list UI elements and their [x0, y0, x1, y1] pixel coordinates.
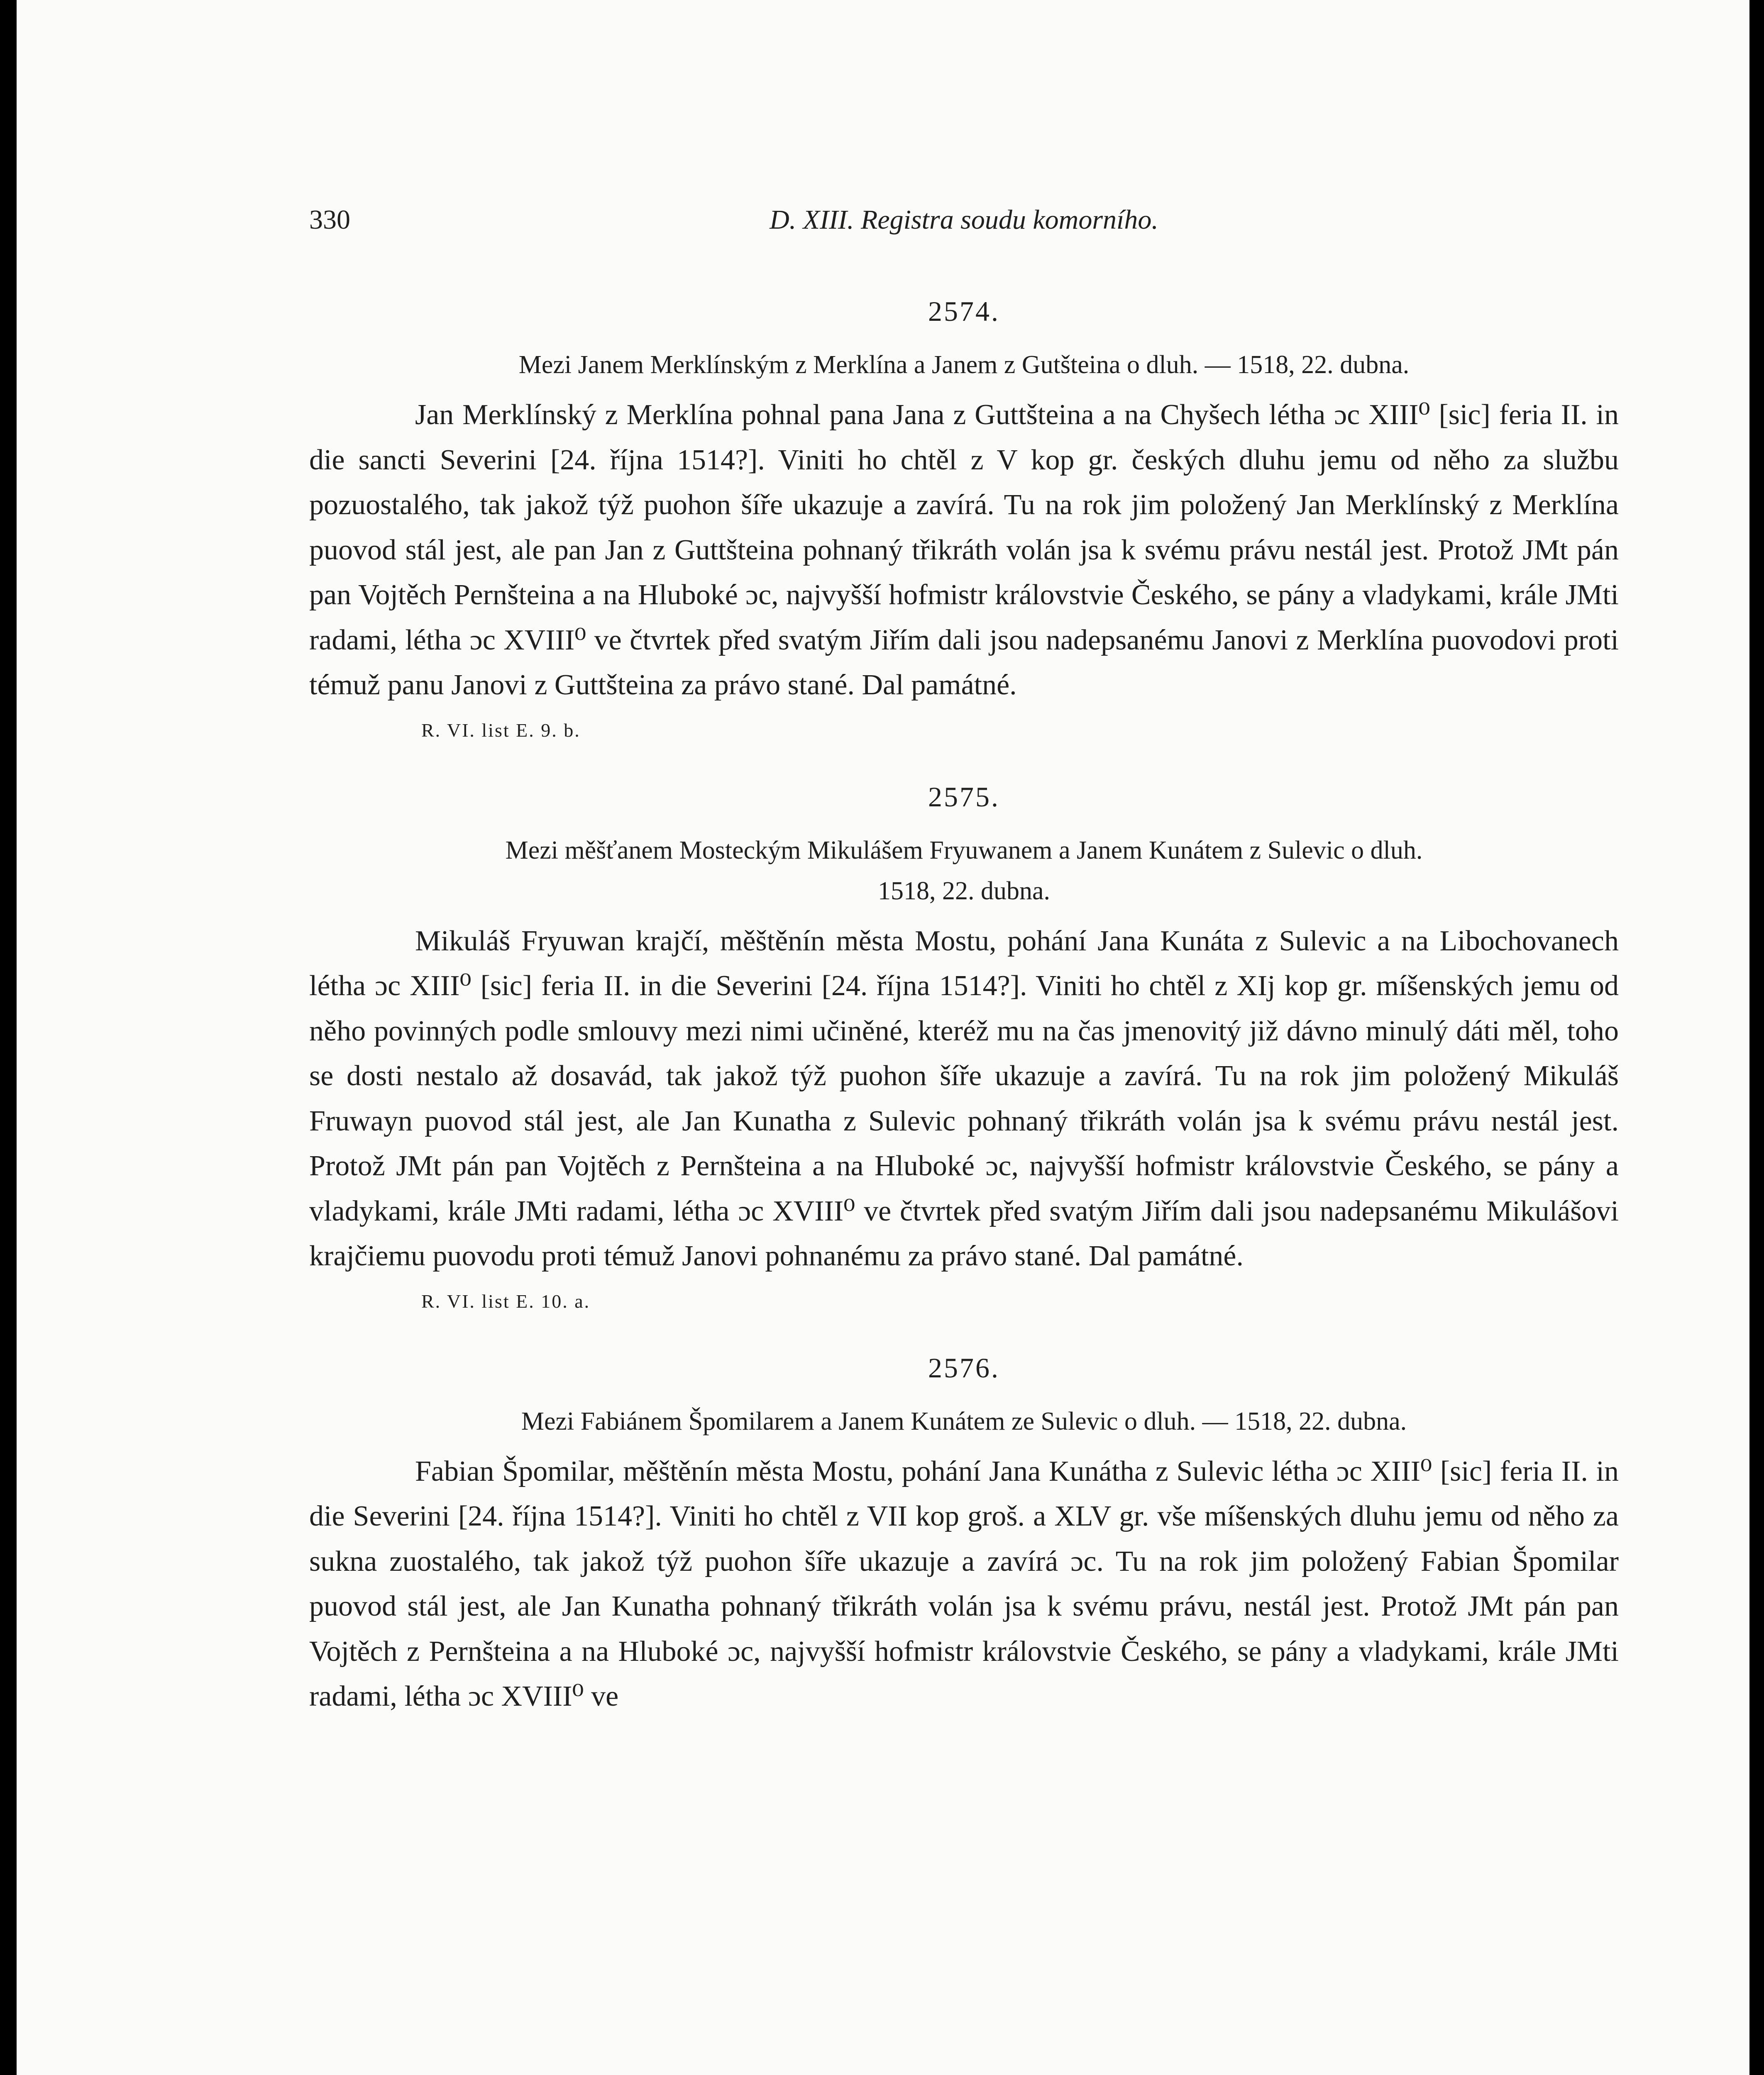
entry-body: Fabian Špomilar, měštěnín města Mostu, pohání Jana Kunátha z Sulevic létha ɔc XIII⁰ [sic] feria II. in die Severini [24. října 1514?]. Viniti ho chtěl z VII kop groš. a XLV gr. vše míšenských dluhu jemu od něho za sukna zuostalého, tak jakož týž puohon šíře ukazuje a zavírá ɔc. Tu na rok jim položený Fabian Špomilar puovod stál jest, ale Jan Kunatha pohnaný třikráth volán jsa k svému právu, nestál jest. Protož JMt pán pan Vojtěch z Pernšteina a na Hluboké ɔc, najvyšší hofmistr královstvie Českého, se pány a vladykami, krále JMti radami, létha ɔc XVIII⁰ ve	[309, 1455, 1619, 1712]
entry-number: 2574.	[928, 295, 1000, 327]
entry-summary-line: Mezi Janem Merklínským z Merklína a Janem z Gutšteina o dluh. — 1518, 22. dubna.	[518, 351, 1410, 379]
entry-source: R. VI. list E. 9. b.	[421, 719, 581, 741]
entry-source: R. VI. list E. 10. a.	[421, 1290, 591, 1312]
entry-summary-line: Mezi měšťanem Mosteckým Mikulášem Fryuwanem a Janem Kunátem z Sulevic o dluh.	[505, 836, 1423, 864]
entry-summary	[309, 1401, 1619, 1442]
page-number: 330	[309, 205, 350, 235]
entry-2574	[309, 290, 1619, 747]
running-title: D. XIII. Registra soudu komorního.	[770, 205, 1158, 235]
page-header	[309, 195, 1619, 245]
entry-summary-line: 1518, 22. dubna.	[877, 876, 1051, 905]
page-content	[309, 195, 1619, 1719]
entry-2575	[309, 776, 1619, 1318]
entry-number: 2576.	[928, 1352, 1000, 1384]
entry-body: Mikuláš Fryuwan krajčí, měštěnín města Mostu, pohání Jana Kunáta z Sulevic a na Libochovanech létha ɔc XIII⁰ [sic] feria II. in die Severini [24. října 1514?]. Viniti ho chtěl z XIj kop gr. míšenských jemu od něho povinných podle smlouvy mezi nimi učiněné, kteréž mu na čas jmenovitý již dávno minulý dáti měl, toho se dosti nestalo až dosavád, tak jakož týž puohon šíře ukazuje a zavírá. Tu na rok jim položený Mikuláš Fruwayn puovod stál jest, ale Jan Kunatha z Sulevic pohnaný třikráth volán jsa k svému právu nestál jest. Protož JMt pán pan Vojtěch z Pernšteina a na Hluboké ɔc, najvyšší hofmistr královstvie Českého, se pány a vladykami, krále JMti radami, létha ɔc XVIII⁰ ve čtvrtek před svatým Jiřím dali jsou nadepsanému Mikulášovi krajčiemu puovodu proti témuž Janovi pohnanému za právo stané. Dal památné.	[309, 925, 1619, 1272]
entry-2576	[309, 1347, 1619, 1719]
entry-summary	[309, 344, 1619, 385]
entry-summary-line: Mezi Fabiánem Špomilarem a Janem Kunátem ze Sulevic o dluh. — 1518, 22. dubna.	[521, 1407, 1407, 1435]
entry-body: Jan Merklínský z Merklína pohnal pana Jana z Guttšteina a na Chyšech létha ɔc XIII⁰ [sic] feria II. in die sancti Severini [24. října 1514?]. Viniti ho chtěl z V kop gr. českých dluhu jemu od něho za službu pozuostalého, tak jakož týž puohon šíře ukazuje a zavírá. Tu na rok jim položený Jan Merklínský z Merklína puovod stál jest, ale pan Jan z Guttšteina pohnaný třikráth volán jsa k svému právu nestál jest. Protož JMt pán pan Vojtěch Pernšteina a na Hluboké ɔc, najvyšší hofmistr královstvie Českého, se pány a vladykami, krále JMti radami, létha ɔc XVIII⁰ ve čtvrtek před svatým Jiřím dali jsou nadepsanému Janovi z Merklína puovodovi proti témuž panu Janovi z Guttšteina za právo stané. Dal památné.	[309, 399, 1619, 701]
entry-number: 2575.	[928, 781, 1000, 813]
scanned-page	[17, 0, 1749, 2075]
entry-summary	[309, 830, 1619, 911]
